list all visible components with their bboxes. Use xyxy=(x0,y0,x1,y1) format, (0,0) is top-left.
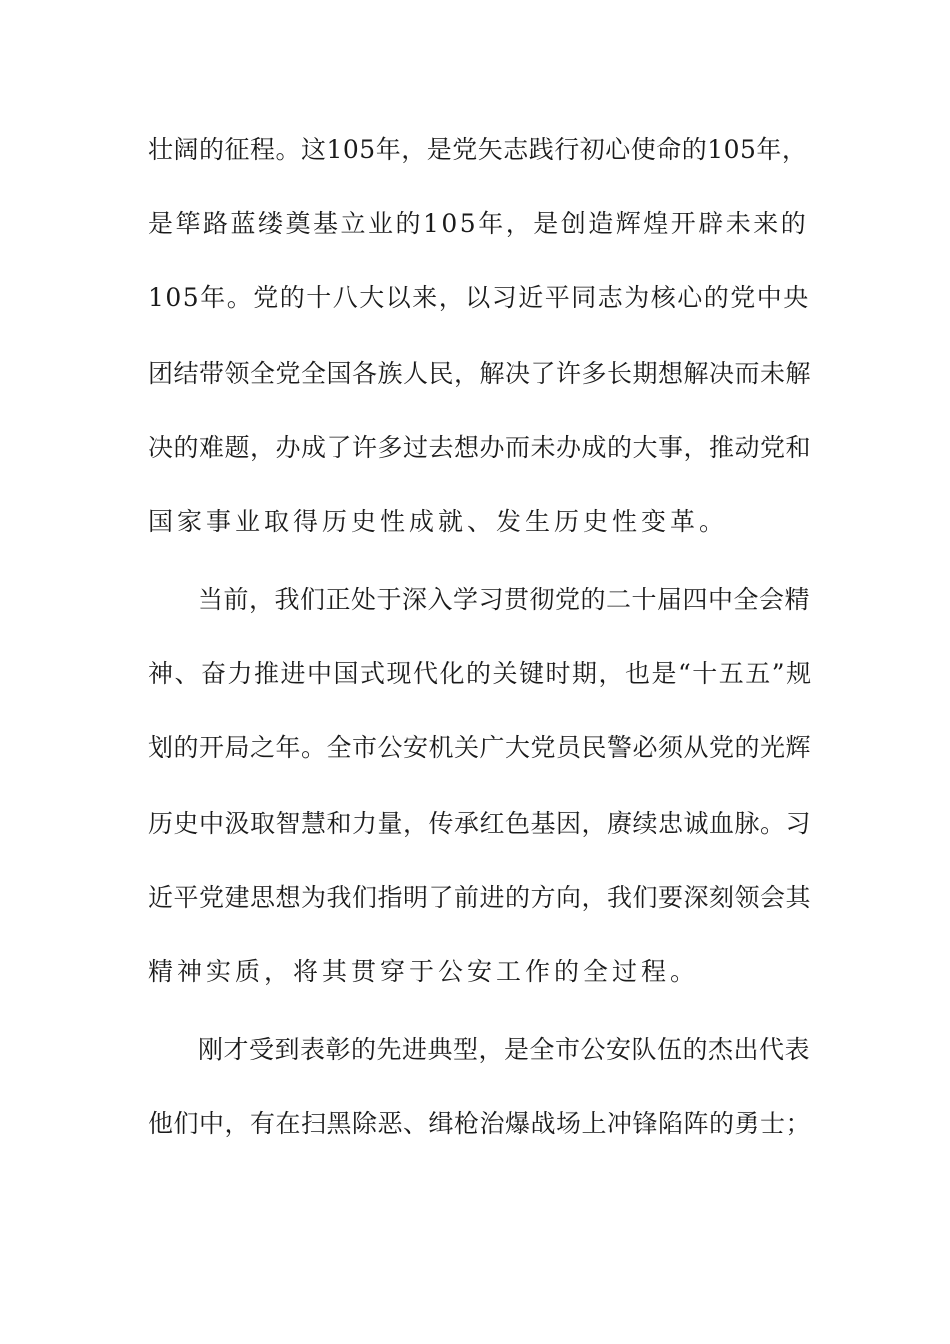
paragraph-first-line: 当前，我们正处于深入学习贯彻党的二十届四中全会精 xyxy=(198,585,811,614)
paragraph-first-line: 刚才受到表彰的先进典型，是全市公安队伍的杰出代表 xyxy=(198,1035,811,1064)
text-line: 神、奋力推进中国式现代化的关键时期，也是“十五五”规 xyxy=(148,659,813,688)
text-line: 105年。党的十八大以来，以习近平同志为核心的党中央 xyxy=(148,283,810,312)
text-line: 划的开局之年。全市公安机关广大党员民警必须从党的光辉 xyxy=(148,733,812,762)
text-line: 精神实质，将其贯穿于公安工作的全过程。 xyxy=(148,957,700,986)
text-line: 是筚路蓝缕奠基立业的105年，是创造辉煌开辟未来的 xyxy=(148,209,809,238)
text-line: 决的难题，办成了许多过去想办而未办成的大事，推动党和 xyxy=(148,433,812,462)
text-line: 他们中，有在扫黑除恶、缉枪治爆战场上冲锋陷阵的勇士； xyxy=(148,1109,812,1138)
text-line: 团结带领全党全国各族人民，解决了许多长期想解决而未解 xyxy=(148,359,812,388)
text-line: 国家事业取得历史性成就、发生历史性变革。 xyxy=(148,507,729,536)
text-line: 历史中汲取智慧和力量，传承红色基因，赓续忠诚血脉。习 xyxy=(148,809,812,838)
text-line: 壮阔的征程。这105年，是党矢志践行初心使命的105年， xyxy=(148,135,808,164)
text-line: 近平党建思想为我们指明了前进的方向，我们要深刻领会其 xyxy=(148,883,812,912)
